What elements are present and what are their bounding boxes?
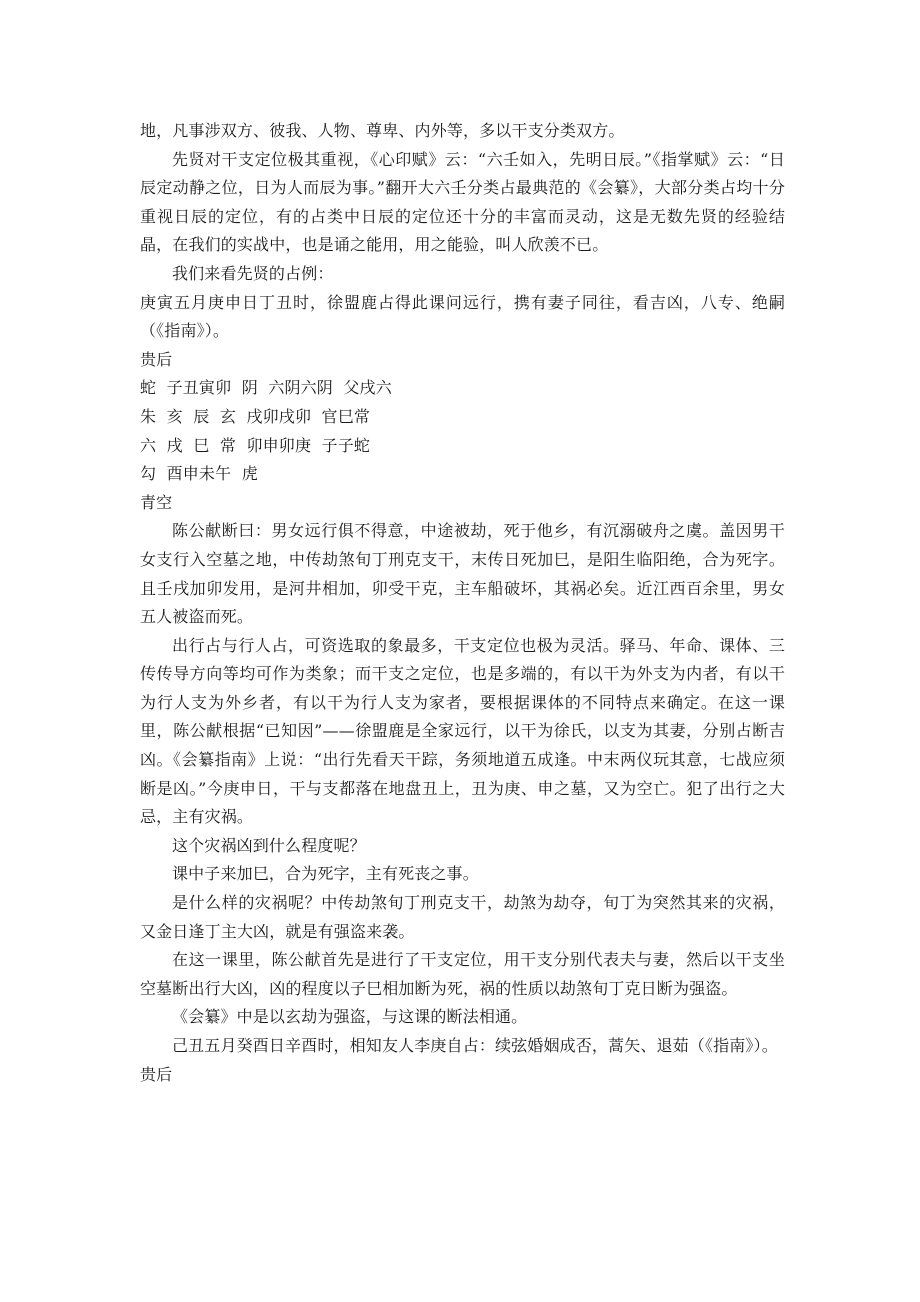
chart-line-6: 青空 [140, 492, 173, 512]
paragraph-summary: 在这一课里，陈公献首先是进行了干支定位，用干支分别代表夫与妻，然后以干支坐空墓断出行大凶，凶的程度以子巳相加断为死，祸的性质以劫煞旬丁克日断为强盗。 [140, 950, 785, 998]
example-header-2: 己丑五月癸酉日辛酉时，相知友人李庚自占：续弦婚姻成否，蒿矢、退茹（《指南》）。 [172, 1036, 778, 1055]
chart-line-2: 蛇 子丑寅卯 阴 六阴六阴 父戌六 [140, 378, 392, 398]
chart-line-7: 贵后 [140, 1064, 173, 1084]
paragraph-xianxian: 先贤对干支定位极其重视，《心印赋》云：“六壬如入，先明日辰。”《指掌赋》云：“日辰定动静之位，日为人而辰为事。”翻开大六壬分类占最典范的《会纂》，大部分类占均十分重视日辰的定位，有的占类中日辰的定位还十分的丰富而灵动，这是无数先贤的经验结晶，在我们的实战中，也是诵之能用，用之能验，叫人欣羡不已。 [140, 149, 785, 255]
chart-line-1: 贵后 [140, 349, 173, 369]
chart-line-5: 勾 酉申未午 虎 [140, 464, 258, 484]
paragraph-continuation: 地，凡事涉双方、彼我、人物、尊卑、内外等，多以干支分类双方。 [140, 121, 625, 140]
paragraph-huizuan: 《会纂》中是以玄劫为强盗，与这课的断法相通。 [172, 1007, 528, 1027]
paragraph-analysis: 出行占与行人占，可资选取的象最多，干支定位也极为灵活。驿马、年命、课体、三传传导方向等均可作为类象；而干支之定位，也是多端的，有以干为外支为内者，有以干为行人支为外乡者，有以干为行人支为家者，要根据课体的不同特点来确定。在这一课里，陈公献根据“已知因”——徐盟鹿是全家远行，以干为徐氏，以支为其妻，分别占断吉凶。《会纂指南》上说：“出行先看天干踪，务须地道五成逢。中末两仪玩其意，七战应须断是凶。”今庚申日，干与支都落在地盘丑上，丑为庚、申之墓，又为空亡。犯了出行之大忌，主有灾祸。 [140, 635, 785, 827]
chart-line-4: 六 戌 巳 常 卯申卯庚 子子蛇 [140, 435, 371, 455]
paragraph-disaster: 是什么样的灾祸呢？中传劫煞旬丁刑克支干，劫煞为劫夺，旬丁为突然其来的灾祸，又金日逢丁主大凶，就是有强盗来袭。 [140, 893, 785, 941]
paragraph-judgement: 陈公献断曰：男女远行俱不得意，中途被劫，死于他乡，有沉溺破舟之虞。盖因男干女支行入空墓之地，中传劫煞旬丁刑克支干，末传日死加巳，是阳生临阳绝，合为死字。且壬戌加卯发用，是河井相加，卯受干克，主车船破坏，其祸必矣。近江西百余里，男女五人被盗而死。 [140, 521, 785, 627]
paragraph-question: 这个灾祸凶到什么程度呢？ [172, 835, 366, 855]
paragraph-death: 课中子来加巳，合为死字，主有死丧之事。 [172, 864, 479, 884]
body-text [140, 117, 785, 1089]
paragraph-intro-example: 我们来看先贤的占例： [172, 263, 334, 283]
chart-line-3: 朱 亥 辰 玄 戌卯戌卯 官巳常 [140, 406, 371, 426]
example-header-1: 庚寅五月庚申日丁丑时，徐盟鹿占得此课问远行，携有妻子同往，看吉凶，八专、绝嗣（《指南》）。 [140, 292, 785, 341]
